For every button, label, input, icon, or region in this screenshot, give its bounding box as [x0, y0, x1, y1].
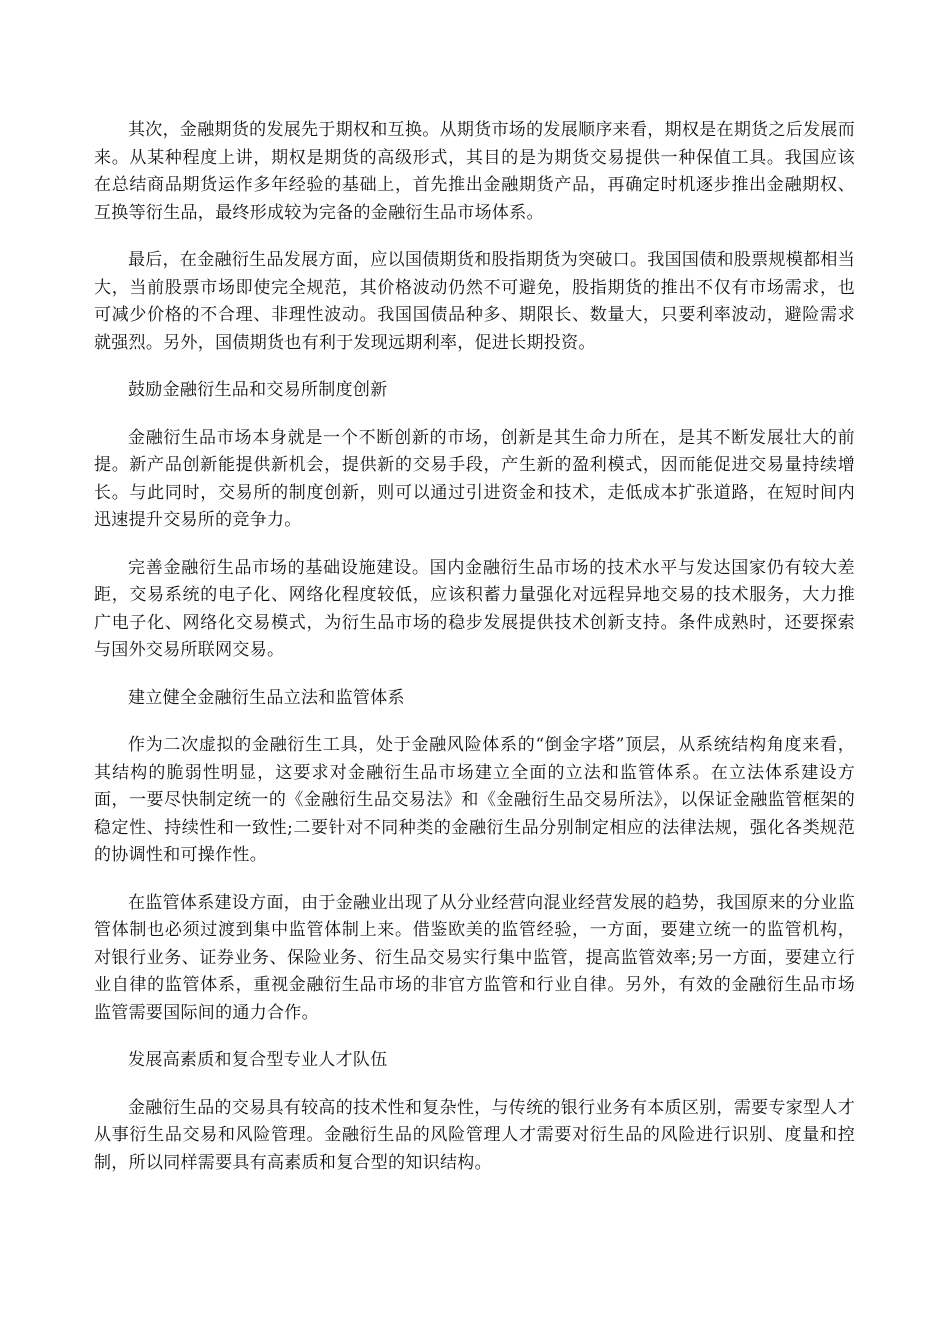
paragraph-supervision: 在监管体系建设方面，由于金融业出现了从分业经营向混业经营发展的趋势，我国原来的分业监管体制也必须过渡到集中监管体制上来。借鉴欧美的监管经验，一方面，要建立统一的监管机构，对银行业务、证券业务、保险业务、衍生品交易实行集中监管，提高监管效率;另一方面，要建立行业自律的监管体系，重视金融衍生品市场的非官方监管和行业自律。另外，有效的金融衍生品市场监管需要国际间的通力合作。	[94, 892, 855, 1023]
paragraph-bond-and-index-futures: 最后，在金融衍生品发展方面，应以国债期货和股指期货为突破口。我国国债和股票规模都相当大，当前股票市场即使完全规范，其价格波动仍然不可避免，股指期货的推出不仅有市场需求，也可减少价格的不合理、非理性波动。我国国债品种多、期限长、数量大，只要利率波动，避险需求就强烈。另外，国债期货也有利于发现远期利率，促进长期投资。	[94, 250, 855, 353]
paragraph-futures-before-options: 其次，金融期货的发展先于期权和互换。从期货市场的发展顺序来看，期权是在期货之后发展而来。从某种程度上讲，期权是期货的高级形式，其目的是为期货交易提供一种保值工具。我国应该在总结商品期货运作多年经验的基础上，首先推出金融期货产品，再确定时机逐步推出金融期权、互换等衍生品，最终形成较为完备的金融衍生品市场体系。	[94, 120, 855, 223]
section-heading-legislation: 建立健全金融衍生品立法和监管体系	[128, 687, 405, 708]
paragraph-infrastructure: 完善金融衍生品市场的基础设施建设。国内金融衍生品市场的技术水平与发达国家仍有较大差距，交易系统的电子化、网络化程度较低，应该积蓄力量强化对远程异地交易的技术服务，大力推广电子化、网络化交易模式，为衍生品市场的稳步发展提供技术创新支持。条件成熟时，还要探索与国外交易所联网交易。	[94, 557, 855, 660]
paragraph-market-innovation: 金融衍生品市场本身就是一个不断创新的市场，创新是其生命力所在，是其不断发展壮大的前提。新产品创新能提供新机会，提供新的交易手段，产生新的盈利模式，因而能促进交易量持续增长。与此同时，交易所的制度创新，则可以通过引进资金和技术，走低成本扩张道路，在短时间内迅速提升交易所的竞争力。	[94, 427, 855, 530]
paragraph-talent: 金融衍生品的交易具有较高的技术性和复杂性，与传统的银行业务有本质区别，需要专家型人才从事衍生品交易和风险管理。金融衍生品的风险管理人才需要对衍生品的风险进行识别、度量和控制，所以同样需要具有高素质和复合型的知识结构。	[94, 1097, 855, 1173]
section-heading-talent: 发展高素质和复合型专业人才队伍	[128, 1050, 388, 1070]
section-heading-innovation: 鼓励金融衍生品和交易所制度创新	[128, 380, 388, 400]
document-body	[94, 117, 855, 1197]
paragraph-legislation: 作为二次虚拟的金融衍生工具，处于金融风险体系的“倒金字塔”顶层，从系统结构角度来看，其结构的脆弱性明显，这要求对金融衍生品市场建立全面的立法和监管体系。在立法体系建设方面，一要尽快制定统一的《金融衍生品交易法》和《金融衍生品交易所法》，以保证金融监管框架的稳定性、持续性和一致性;二要针对不同种类的金融衍生品分别制定相应的法律法规，强化各类规范的协调性和可操作性。	[94, 735, 855, 865]
